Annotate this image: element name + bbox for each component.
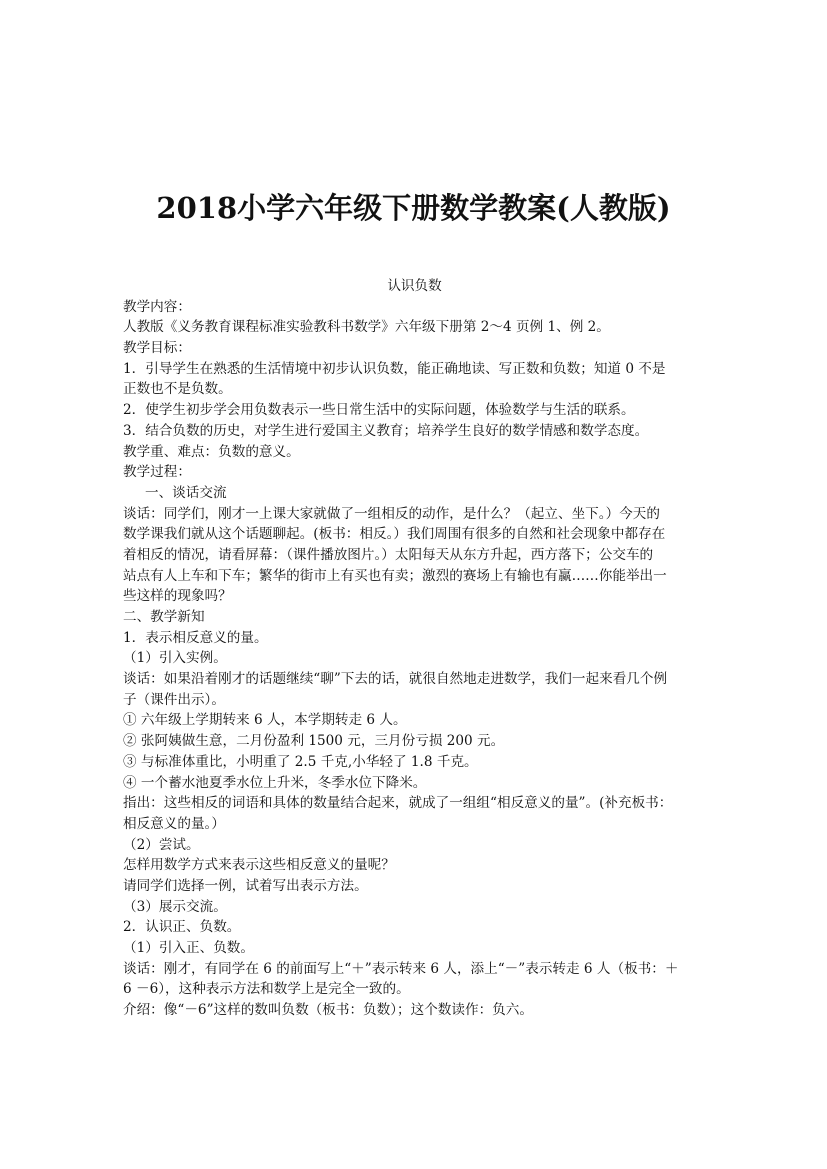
text-line: （2）尝试。	[123, 836, 200, 853]
document-title: 2018小学六年级下册数学教案(人教版)	[156, 191, 671, 225]
document-body	[123, 276, 706, 1021]
example-item: ③ 与标准体重比，小明重了 2.5 千克,小华轻了 1.8 千克。	[123, 753, 478, 770]
text-line: 谈话：刚才，有同学在 6 的前面写上“＋”表示转来 6 人，添上“－”表示转走 6 人（板书：＋	[123, 960, 679, 977]
text-line: 教学重、难点：负数的意义。	[123, 443, 300, 460]
text-line: 教学过程：	[123, 464, 191, 481]
text-line: 正数也不是负数。	[123, 381, 232, 398]
text-line: 2．认识正、负数。	[123, 919, 241, 936]
text-line: 谈话：同学们，刚才一上课大家就做了一组相反的动作，是什么？（起立、坐下。）今天的	[123, 505, 660, 522]
text-line: 子（课件出示）。	[123, 691, 225, 708]
text-line: 教学内容：	[123, 298, 191, 315]
text-line: 教学目标：	[123, 340, 191, 357]
text-line: 怎样用数学方式来表示这些相反意义的量呢？	[123, 857, 395, 874]
lesson-title: 认识负数	[387, 278, 442, 294]
text-line: 相反意义的量。）	[123, 815, 225, 832]
example-item: ④ 一个蓄水池夏季水位上升米，冬季水位下降米。	[123, 774, 427, 791]
text-line: 些这样的现象吗？	[123, 588, 232, 605]
text-line: 数学课我们就从这个话题聊起。(板书：相反。）我们周围有很多的自然和社会现象中都存在	[123, 526, 666, 543]
text-line: 2．使学生初步学会用负数表示一些日常生活中的实际问题，体验数学与生活的联系。	[123, 402, 635, 419]
text-line: 着相反的情况，请看屏幕：（课件播放图片。）太阳每天从东方升起，西方落下；公交车的	[123, 546, 654, 563]
section-heading: 二、教学新知	[123, 609, 205, 625]
example-item: ① 六年级上学期转来 6 人，本学期转走 6 人。	[123, 712, 407, 729]
text-line: 谈话：如果沿着刚才的话题继续“聊”下去的话，就很自然地走进数学，我们一起来看几个例	[123, 671, 668, 688]
text-line: 3．结合负数的历史，对学生进行爱国主义教育；培养学生良好的数学情感和数学态度。	[123, 422, 649, 439]
text-line: 1．表示相反意义的量。	[123, 629, 268, 646]
text-line: 人教版《义务教育课程标准实验教科书数学》六年级下册第 2～4 页例 1、例 2。	[123, 319, 610, 336]
text-line: 请同学们选择一例，试着写出表示方法。	[123, 877, 368, 894]
example-item: ② 张阿姨做生意，二月份盈利 1500 元，三月份亏损 200 元。	[123, 733, 505, 750]
text-line: （1）引入实例。	[123, 650, 227, 667]
text-line: 1．引导学生在熟悉的生活情境中初步认识负数，能正确地读、写正数和负数；知道 0 不是	[123, 360, 666, 377]
text-line: （1）引入正、负数。	[123, 940, 254, 956]
text-line: 站点有人上车和下车；繁华的街市上有买也有卖；激烈的赛场上有输也有赢……你能举出一	[123, 567, 667, 584]
text-line: （3）展示交流。	[123, 898, 227, 915]
text-line: 介绍：像“－6”这样的数叫负数（板书：负数）；这个数读作：负六。	[123, 1002, 533, 1019]
text-line: 指出：这些相反的词语和具体的数量结合起来，就成了一组组“相反意义的量”。(补充板书：	[123, 795, 673, 812]
text-line: 6 －6），这种表示方法和数学上是完全一致的。	[123, 981, 410, 998]
section-heading: 一、谈话交流	[145, 484, 227, 501]
